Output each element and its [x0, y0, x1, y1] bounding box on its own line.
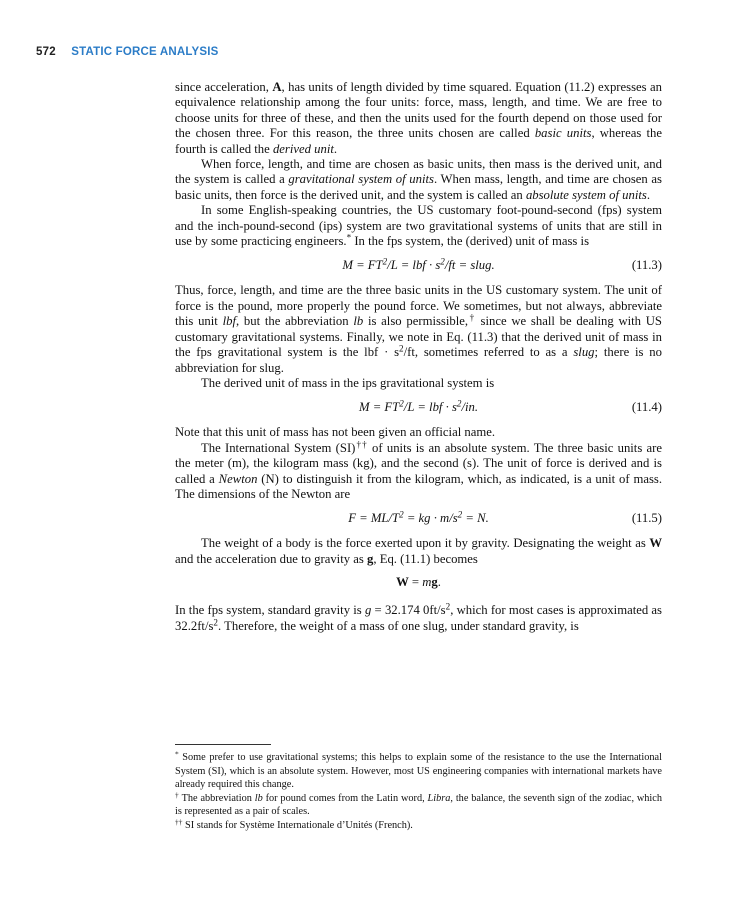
footnote-2: † The abbreviation lb for pound comes from the Latin word, Libra, the balance, the seventh sign of the zodiac, which is represented as a pair of scales.: [175, 790, 663, 818]
footnote-1: * Some prefer to use gravitational systems; this helps to explain some of the resistance to the use the International System (SI), which is an absolute system. However, most US engineering companies with international markets have already required this change.: [175, 749, 662, 791]
footnote-ref-star[interactable]: *: [346, 232, 352, 243]
footnote-ref-dagger[interactable]: †: [468, 312, 476, 323]
main-text: [175, 80, 662, 634]
term-basic-units: basic units: [534, 126, 592, 141]
page-number: 572: [36, 46, 56, 58]
paragraph-2: When force, length, and time are chosen as basic units, then mass is the derived unit, and the system is called a gravitational system of units. When mass, length, and time are chosen as basic units, then force is the derived unit, and the system is called an absolute system of units.: [175, 157, 662, 202]
term-gravitational-system: gravitational system of units: [288, 172, 434, 187]
equation-number: (11.3): [631, 257, 662, 272]
paragraph-1: since acceleration, A, has units of length divided by time squared. Equation (11.2) expresses an equivalence relationship among the four units: force, mass, length, and time. We are free to choose units for three of these, and then the units used for the fourth depend on those used for the chosen three. For this reason, the three units chosen are called basic units, whereas the fourth is called the derived unit.: [175, 80, 662, 156]
footnotes: [175, 744, 662, 833]
running-header: [36, 46, 219, 58]
paragraph-9: In the fps system, standard gravity is g = 32.174 $0ft/s^2$, which for most cases is approximated as $32.2ft/s^2$. Therefore, the weight of a mass of one slug, under standard gravity, is: [175, 601, 662, 633]
paragraph-3: In some English-speaking countries, the US customary foot-pound-second (fps) system and the inch-pound-second (ips) system are two gravitational systems of units that are still in use by some practicing engineers.* In the fps system, the (derived) unit of mass is: [175, 203, 662, 249]
paragraph-5: The derived unit of mass in the ips gravitational system is: [201, 375, 495, 390]
footnote-ref-double-dagger[interactable]: ††: [355, 439, 368, 450]
footnote-rule: [175, 744, 271, 745]
term-derived-unit: derived unit: [272, 141, 334, 156]
equation-11-5: $F = ML/T^2$ = kg · $m/s^2 = N$. (11.5): [348, 509, 662, 525]
running-title: STATIC FORCE ANALYSIS: [71, 46, 219, 58]
paragraph-8: The weight of a body is the force exerted upon it by gravity. Designating the weight as W and the acceleration due to gravity as g, Eq. (11.1) becomes: [175, 536, 662, 566]
paragraph-4: Thus, force, length, and time are the three basic units in the US customary system. The unit of force is the pound, more properly the pound force. We sometimes, but not always, abbreviate this unit lbf, but the abbreviation lb is also permissible,† since we shall be dealing with US customary gravitational systems. Finally, we note in Eq. (11.3) that the derived unit of mass in the fps gravitational system is the lbf · $s^2/ft$, sometimes referred to as a slug; there is no abbreviation for slug.: [175, 283, 662, 375]
paragraph-7: The International System (SI)†† of units is an absolute system. The three basic units are the meter (m), the kilogram mass (kg), and the second (s). The unit of force is derived and is called a Newton (N) to distinguish it from the kilogram, which, as indicated, is a unit of mass. The dimensions of the Newton are: [175, 439, 663, 501]
equation-weight: W = mg.: [396, 575, 441, 590]
equation-11-3: $M = FT^2/L$ = lbf · $s^2/ft$ = slug. (11.3): [342, 256, 662, 272]
footnote-3: †† SI stands for Système Internationale d’Unités (French).: [175, 817, 413, 831]
paragraph-6: Note that this unit of mass has not been given an official name.: [175, 425, 496, 440]
equation-number: (11.4): [631, 399, 662, 414]
term-absolute-system: absolute system of units: [525, 187, 647, 202]
equation-11-4: $M = FT^2/L$ = lbf · $s^2/in$. (11.4): [358, 398, 662, 414]
equation-number: (11.5): [631, 510, 662, 525]
